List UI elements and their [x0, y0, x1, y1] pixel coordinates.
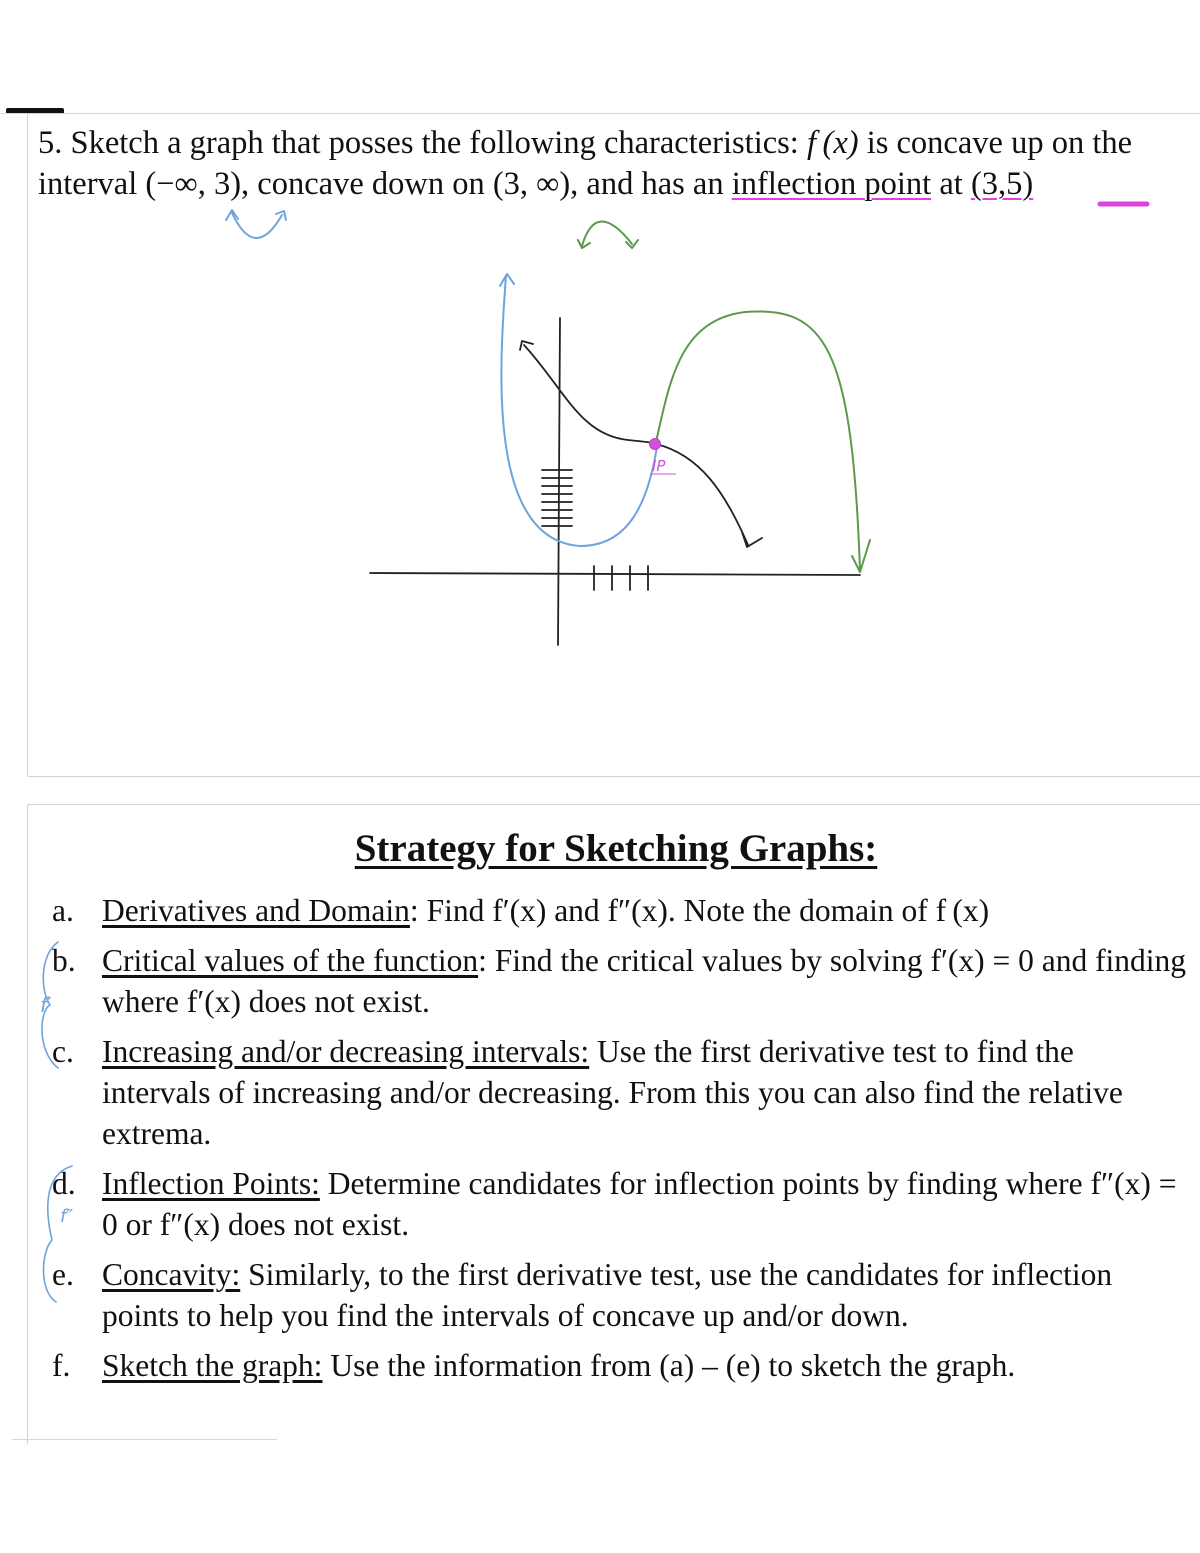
inflection-point-phrase: inflection point: [731, 166, 932, 202]
annotation-f-prime: f′: [40, 993, 52, 1017]
step-letter: e.: [52, 1257, 74, 1292]
step-b: [52, 940, 1187, 1022]
problem-fx: f (x): [806, 125, 859, 161]
problem-panel: [27, 113, 1200, 777]
step-text: [102, 1254, 1187, 1336]
step-heading: Derivatives and Domain: [102, 893, 410, 928]
step-description: Find the critical values by solving f′(x) = 0 and finding where f′(x) does not exist.: [102, 943, 1187, 1019]
step-heading: Critical values of the function: [102, 943, 479, 978]
step-sep: [589, 1034, 597, 1069]
step-text: [102, 1163, 1187, 1245]
step-text: [102, 1031, 1187, 1154]
step-letter: b.: [52, 943, 76, 978]
problem-prefix: 5. Sketch a graph that posses the following characteristics:: [38, 125, 807, 161]
step-c: [52, 1031, 1187, 1154]
step-sep: [240, 1257, 248, 1292]
bottom-divider: [12, 1439, 277, 1440]
step-text: [102, 890, 1187, 931]
step-e: [52, 1254, 1187, 1336]
step-f: [52, 1345, 1187, 1386]
step-letter: f.: [52, 1348, 71, 1383]
problem-text-4: at: [931, 166, 971, 202]
step-heading: Inflection Points:: [102, 1166, 320, 1201]
interval-concave-down: (3, ∞): [492, 166, 571, 202]
step-a: [52, 890, 1187, 931]
step-sep: [320, 1166, 328, 1201]
step-letter: c.: [52, 1034, 74, 1069]
step-heading: Increasing and/or decreasing intervals:: [102, 1034, 590, 1069]
problem-text-1: is concave up on the interval: [38, 125, 1133, 202]
step-sep: :: [409, 893, 427, 928]
step-text: [102, 1345, 1187, 1386]
strategy-steps: [52, 890, 1187, 1395]
problem-statement: [38, 123, 1178, 205]
step-heading: Sketch the graph:: [102, 1348, 323, 1383]
step-letter: d.: [52, 1166, 76, 1201]
problem-text-2: , concave down on: [241, 166, 493, 202]
inflection-point-coords: (3,5): [970, 166, 1034, 202]
step-description: Find f′(x) and f″(x). Note the domain of f (x): [426, 893, 990, 928]
step-text: [102, 940, 1187, 1022]
step-description: Determine candidates for inflection points by finding where f″(x) = 0 or f″(x) does not exist.: [102, 1166, 1177, 1242]
step-description: Similarly, to the first derivative test, use the candidates for inflection points to help you find the intervals of concave up and/or down.: [102, 1257, 1113, 1333]
step-heading: Concavity:: [102, 1257, 241, 1292]
interval-concave-up: (−∞, 3): [145, 166, 242, 202]
step-sep: :: [478, 943, 495, 978]
strategy-title: Strategy for Sketching Graphs:: [354, 827, 878, 870]
problem-text-3: , and has an: [570, 166, 732, 202]
step-description: Use the information from (a) – (e) to sketch the graph.: [330, 1348, 1016, 1383]
annotation-f-double-prime: f″: [60, 1206, 74, 1227]
step-d: [52, 1163, 1187, 1245]
step-description: Use the first derivative test to find the intervals of increasing and/or decreasing. From this you can also find the relative extrema.: [102, 1034, 1123, 1151]
ip-label: IP: [652, 457, 666, 475]
step-letter: a.: [52, 893, 74, 928]
